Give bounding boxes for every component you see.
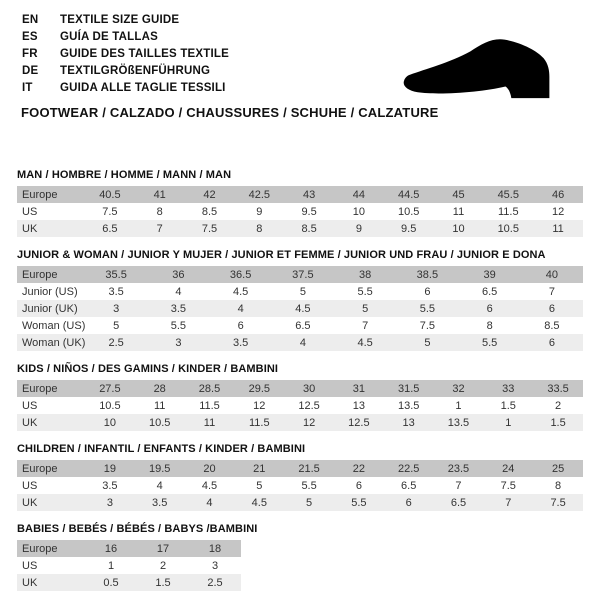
size-cell: 38 [334,266,396,283]
size-cell: 6.5 [434,494,484,511]
size-section [17,443,583,511]
size-section [17,249,583,351]
size-table-row [17,380,583,397]
size-cell: 32 [434,380,484,397]
size-cell: 46 [533,186,583,203]
size-section [17,363,583,431]
row-label: UK [17,574,85,591]
section-title: CHILDREN / INFANTIL / ENFANTS / KINDER / BAMBINI [17,443,306,455]
size-cell: 5 [334,300,396,317]
row-label: Woman (US) [22,319,85,332]
row-label: UK [17,494,85,511]
size-cell: 7.5 [500,479,516,492]
size-cell: 33 [483,380,533,397]
size-cell: 6.5 [85,220,135,237]
size-cell: 9 [334,220,384,237]
size-cell: 13.5 [397,399,420,412]
size-cell: 21.5 [284,460,334,477]
size-cell: 4 [272,334,334,351]
size-cell: 12.5 [334,414,384,431]
size-cell: 13 [384,414,434,431]
size-cell: 6 [459,300,521,317]
size-cell: 4.5 [334,334,396,351]
size-cell: 4 [210,300,272,317]
size-cell: 22.5 [384,460,434,477]
language-label: TEXTILE SIZE GUIDE [60,14,180,26]
size-cell: 39 [459,266,521,283]
size-cell: 11 [153,399,166,412]
size-cell: 11 [533,220,583,237]
size-cell: 8 [486,319,493,332]
row-label: UK [17,220,85,237]
size-table-row [17,300,583,317]
size-cell: 5 [113,319,120,332]
size-cell: 11.5 [234,414,284,431]
size-cell: 12 [551,205,565,218]
size-cell: 36.5 [210,266,272,283]
size-cell: 28.5 [185,380,235,397]
size-cell: 1 [107,559,115,572]
size-cell: 41 [135,186,185,203]
size-cell: 3 [211,559,219,572]
size-cell: 7.5 [419,319,436,332]
section-title: JUNIOR & WOMAN / JUNIOR Y MUJER / JUNIOR ET FEMME / JUNIOR UND FRAU / JUNIOR E DONA [17,249,546,261]
size-cell: 22 [334,460,384,477]
size-cell: 3.5 [108,285,124,298]
size-cell: 8 [156,205,163,218]
size-cell: 5.5 [357,285,373,298]
row-label: UK [17,414,85,431]
size-table-row [17,283,583,300]
size-cell: 4.5 [272,300,334,317]
size-cell: 3 [147,334,209,351]
size-cell: 7 [362,319,369,332]
size-cell: 5.5 [334,494,384,511]
size-cell: 8.5 [284,220,334,237]
size-cell: 35.5 [85,266,147,283]
size-table-row [17,317,583,334]
size-table-row [17,414,583,431]
size-cell: 13.5 [434,414,484,431]
size-cell: 4.5 [232,285,249,298]
size-cell: 1.5 [137,574,189,591]
language-label: GUIDA ALLE TAGLIE TESSILI [60,82,226,94]
size-cell: 44.5 [384,186,434,203]
language-row [22,63,229,80]
size-cell: 31.5 [384,380,434,397]
size-cell: 5.5 [396,300,458,317]
size-cell: 10.5 [483,220,533,237]
size-cell: 7 [135,220,185,237]
size-cell: 44 [334,186,384,203]
language-label: GUIDE DES TAILLES TEXTILE [60,48,229,60]
size-cell: 43 [284,186,334,203]
size-cell: 5 [284,494,334,511]
section-title: KIDS / NIÑOS / DES GAMINS / KINDER / BAMBINI [17,363,279,375]
size-section [17,169,583,237]
row-label: US [22,205,38,218]
language-code: DE [22,65,39,77]
size-table-row [17,574,241,591]
row-label: Junior (UK) [17,300,85,317]
size-table-row [17,220,583,237]
size-cell: 30 [284,380,334,397]
language-row [22,80,229,97]
size-cell: 10 [352,205,365,218]
row-label: Europe [17,380,85,397]
size-cell: 5.5 [459,334,521,351]
size-cell: 8 [234,220,284,237]
language-code: EN [22,14,39,26]
size-cell: 9.5 [384,220,434,237]
size-table [17,540,241,591]
size-cell: 2 [555,399,562,412]
size-cell: 4 [156,479,163,492]
size-cell: 11 [452,205,465,218]
size-cell: 7.5 [185,220,235,237]
size-cell: 12 [284,414,334,431]
size-table-row [17,494,583,511]
size-cell: 20 [185,460,235,477]
size-cell: 16 [85,540,137,557]
size-cell: 19.5 [135,460,185,477]
size-cell: 8.5 [201,205,218,218]
size-cell: 45.5 [483,186,533,203]
size-cell: 8.5 [544,319,560,332]
row-label: US [22,399,38,412]
row-label: Woman (UK) [17,334,85,351]
size-table [17,380,583,431]
size-cell: 6 [384,494,434,511]
size-cell: 1.5 [500,399,516,412]
size-table-row [17,397,583,414]
size-cell: 12.5 [298,399,320,412]
size-cell: 2 [159,559,167,572]
size-cell: 10 [434,220,484,237]
language-row [22,12,229,29]
size-cell: 27.5 [85,380,135,397]
size-cell: 13 [352,399,365,412]
dress-shoe-svg [398,26,574,104]
size-section [17,523,583,591]
size-cell: 3.5 [135,494,185,511]
size-cell: 42.5 [234,186,284,203]
size-cell: 45 [434,186,484,203]
size-cell: 5 [396,334,458,351]
size-cell: 7 [455,479,462,492]
size-cell: 11 [185,414,235,431]
size-cell: 28 [135,380,185,397]
section-title: MAN / HOMBRE / HOMME / MANN / MAN [17,169,232,181]
size-cell: 1 [455,399,462,412]
size-cell: 5.5 [301,479,317,492]
size-cell: 2.5 [85,334,147,351]
size-cell: 6 [355,479,362,492]
size-cell: 6.5 [481,285,498,298]
size-cell: 18 [189,540,241,557]
size-table [17,266,583,351]
size-cell: 25 [533,460,583,477]
language-list [22,12,229,97]
size-cell: 10.5 [99,399,121,412]
row-label: Europe [17,266,85,283]
language-row [22,29,229,46]
size-cell: 33.5 [533,380,583,397]
row-label: US [22,559,38,572]
row-label: Europe [17,186,85,203]
size-cell: 9 [256,205,263,218]
size-cell: 7 [548,285,555,298]
size-cell: 9.5 [301,205,317,218]
size-cell: 6 [237,319,244,332]
size-cell: 3 [85,494,135,511]
size-cell: 2.5 [189,574,241,591]
size-cell: 21 [234,460,284,477]
size-cell: 17 [137,540,189,557]
size-cell: 4.5 [201,479,218,492]
size-cell: 40 [521,266,583,283]
size-cell: 10.5 [135,414,185,431]
size-cell: 38.5 [396,266,458,283]
size-cell: 6 [521,300,583,317]
size-cell: 3.5 [210,334,272,351]
row-label: Europe [17,460,85,477]
row-label: US [22,479,38,492]
language-code: FR [22,48,38,60]
size-table [17,460,583,511]
size-cell: 1 [483,414,533,431]
size-cell: 5 [299,285,306,298]
language-row [22,46,229,63]
size-cell: 4 [185,494,235,511]
language-label: TEXTILGRÖßENFÜHRUNG [60,65,211,77]
size-cell: 3 [85,300,147,317]
size-table-row [17,266,583,283]
language-label: GUÍA DE TALLAS [60,31,158,43]
size-cell: 19 [85,460,135,477]
size-cell: 6.5 [401,479,417,492]
size-table-row [17,477,583,494]
size-cell: 40.5 [85,186,135,203]
size-cell: 1.5 [533,414,583,431]
size-cell: 4 [175,285,182,298]
size-table-row [17,460,583,477]
size-table-row [17,186,583,203]
size-cell: 6.5 [295,319,311,332]
size-cell: 11.5 [497,205,519,218]
size-cell: 5.5 [170,319,187,332]
language-code: IT [22,82,33,94]
size-cell: 31 [334,380,384,397]
section-title: BABIES / BEBÉS / BÉBÉS / BABYS /BAMBINI [17,523,258,535]
dress-shoe-icon [398,26,574,104]
size-cell: 7.5 [102,205,118,218]
size-tables-container [17,169,583,600]
size-cell: 6 [521,334,583,351]
size-table-row [17,203,583,220]
size-table [17,186,583,237]
category-title: FOOTWEAR / CALZADO / CHAUSSURES / SCHUHE / CALZATURE [21,105,439,120]
size-cell: 5 [256,479,263,492]
size-cell: 24 [483,460,533,477]
size-cell: 12 [253,399,266,412]
size-cell: 0.5 [85,574,137,591]
size-cell: 7 [483,494,533,511]
size-cell: 10.5 [397,205,420,218]
row-label: Junior (US) [22,285,78,298]
size-cell: 6 [424,285,431,298]
size-cell: 42 [185,186,235,203]
size-cell: 11.5 [199,399,220,412]
size-cell: 8 [555,479,562,492]
language-code: ES [22,31,38,43]
size-cell: 3.5 [102,479,118,492]
size-cell: 23.5 [434,460,484,477]
size-cell: 7.5 [533,494,583,511]
size-cell: 36 [147,266,209,283]
size-cell: 3.5 [147,300,209,317]
size-table-row [17,334,583,351]
size-table-row [17,540,241,557]
size-cell: 4.5 [234,494,284,511]
size-cell: 37.5 [272,266,334,283]
size-cell: 10 [85,414,135,431]
row-label: Europe [17,540,85,557]
size-cell: 29.5 [234,380,284,397]
size-table-row [17,557,241,574]
